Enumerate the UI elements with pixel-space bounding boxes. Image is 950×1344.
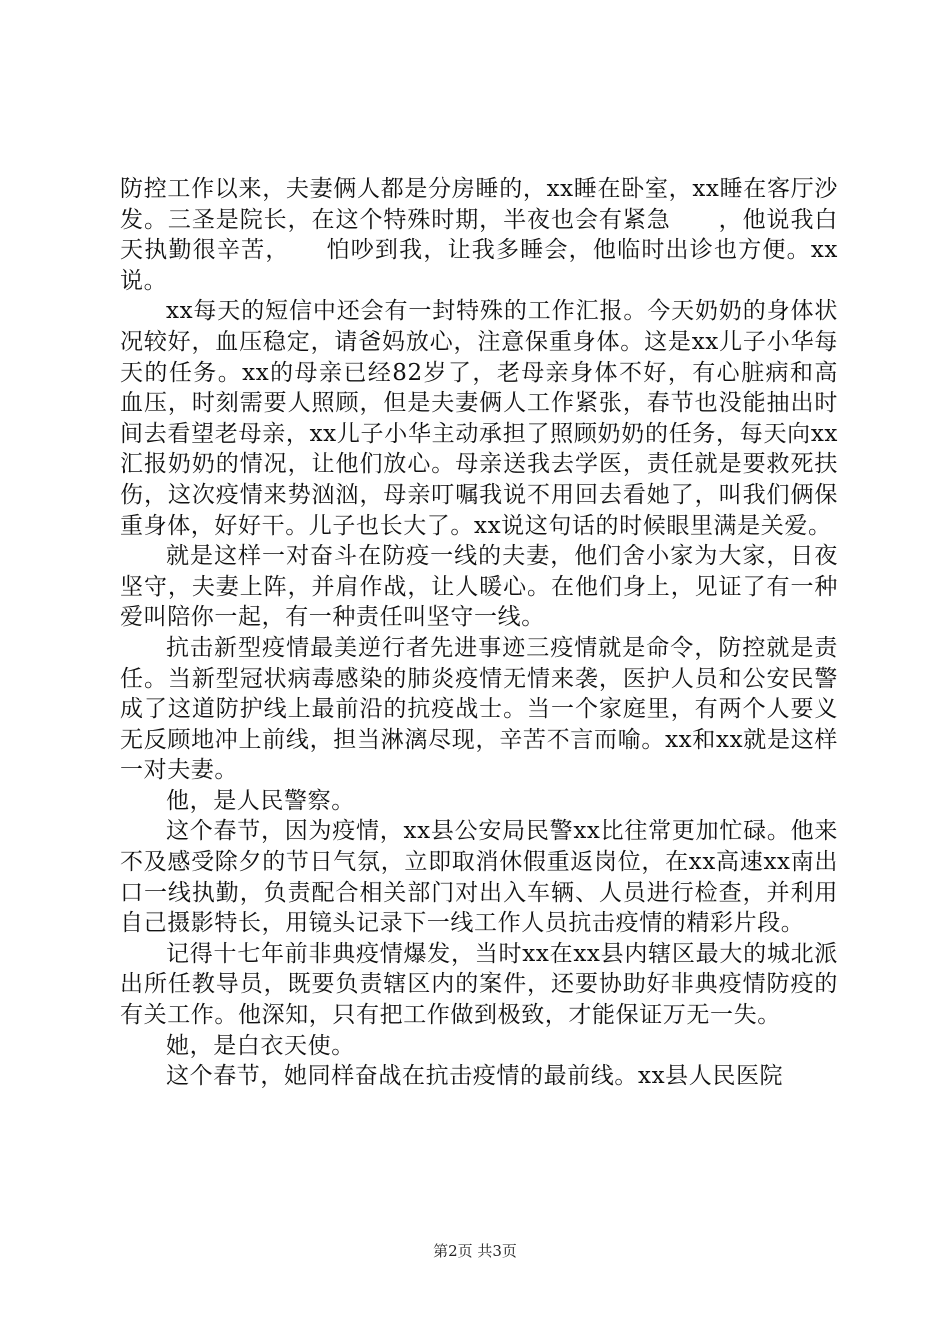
paragraph-2: xx每天的短信中还会有一封特殊的工作汇报。今天奶奶的身体状况较好，血压稳定，请爸妈放心，注意保重身体。这是xx儿子小华每天的任务。xx的母亲已经82岁了，老母亲身体不好，有心脏病和高血压，时刻需要人照顾，但是夫妻俩人工作紧张，春节也没能抽出时间去看望老母亲，xx儿子小华主动承担了照顾奶奶的任务，每天向xx汇报奶奶的情况，让他们放心。母亲送我去学医，责任就是要救死扶伤，这次疫情来势汹汹，母亲叮嘱我说不用回去看她了，叫我们俩保重身体，好好干。儿子也长大了。xx说这句话的时候眼里满是关爱。 [120, 298, 838, 539]
document-body [120, 174, 838, 1092]
paragraph-9: 这个春节，她同样奋战在抗击疫情的最前线。xx县人民医院 [166, 1063, 784, 1090]
paragraph-7: 记得十七年前非典疫情爆发，当时xx在xx县内辖区最大的城北派出所任教导员，既要负责辖区内的案件，还要协助好非典疫情防疫的有关工作。他深知，只有把工作做到极致，才能保证万无一失。 [120, 940, 838, 1029]
paragraph-3: 就是这样一对奋斗在防疫一线的夫妻，他们舍小家为大家，日夜坚守，夫妻上阵，并肩作战，让人暖心。在他们身上，见证了有一种爱叫陪你一起，有一种责任叫坚守一线。 [120, 543, 838, 631]
page-number-footer: 第2页 共3页 [433, 1242, 517, 1260]
paragraph-6: 这个春节，因为疫情，xx县公安局民警xx比往常更加忙碌。他来不及感受除夕的节日气氛，立即取消休假重返岗位，在xx高速xx南出口一线执勤，负责配合相关部门对出入车辆、人员进行检查，并利用自己摄影特长，用镜头记录下一线工作人员抗击疫情的精彩片段。 [120, 818, 838, 937]
paragraph-8: 她，是白衣天使。 [166, 1032, 355, 1059]
paragraph-5: 他，是人民警察。 [166, 787, 355, 814]
paragraph-1: 防控工作以来，夫妻俩人都是分房睡的，xx睡在卧室，xx睡在客厅沙发。三圣是院长，在这个特殊时期，半夜也会有紧急 ，他说我白天执勤很辛苦， 怕吵到我，让我多睡会，他临时出诊也方便。xx说。 [120, 176, 838, 294]
paragraph-4: 抗击新型疫情最美逆行者先进事迹三疫情就是命令，防控就是责任。当新型冠状病毒感染的肺炎疫情无情来袭，医护人员和公安民警成了这道防护线上最前沿的抗疫战士。当一个家庭里，有两个人要义无反顾地冲上前线，担当淋漓尽现，辛苦不言而喻。xx和xx就是这样一对夫妻。 [120, 634, 838, 784]
